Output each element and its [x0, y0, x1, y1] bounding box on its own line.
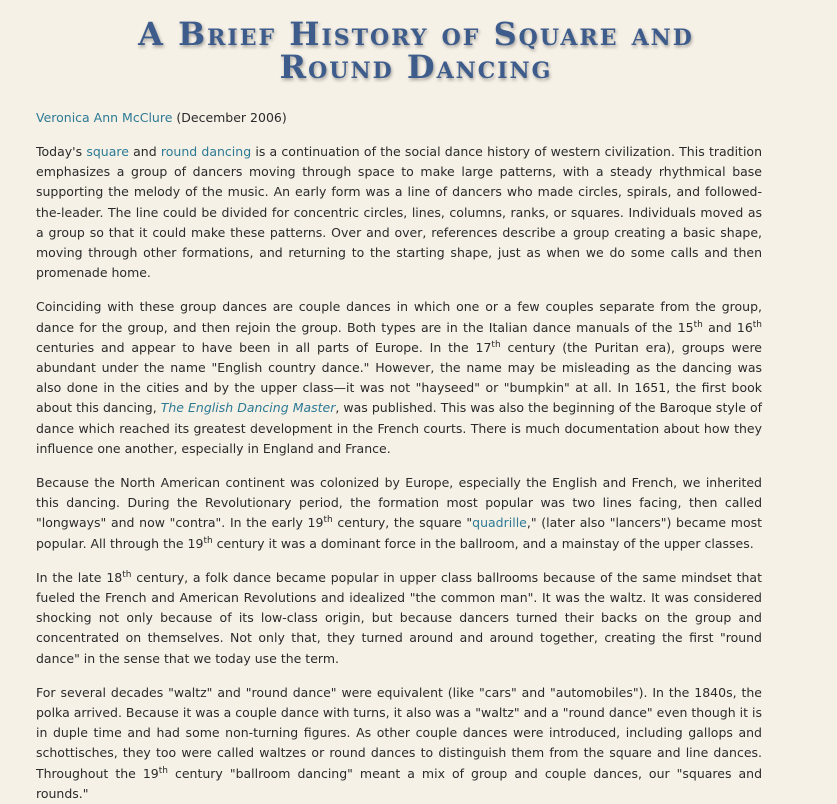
paragraph-5: For several decades "waltz" and "round dance" were equivalent (like "cars" and "automobiles"). In the 1840s, the polka arrived. Because it was a couple dance with turns, it also was a "waltz" and a "round dance" even though it is in duple time and had some non-turning figures. As other couple dances were introduced, including gallops and schottisches, they too were called waltzes or round dances to distinguish them from the square and line dances. Throughout the 19th century "ballroom dancing" meant a mix of group and couple dances, our "squares and rounds.": [36, 684, 762, 801]
paragraph-3: Because the North American continent was colonized by Europe, especially the English and French, we inherited this dancing. During the Revolutionary period, the formation most popular was two lines facing, then called "longways" and now "contra". In the early 19th century, the square "quadrille," (later also "lancers") became most popular. All through the 19th century it was a dominant force in the ballroom, and a mainstay of the upper classes.: [36, 475, 763, 551]
square-link[interactable]: square: [86, 144, 129, 159]
title-line-2: Round Dancing: [279, 48, 553, 86]
paragraph-1: Today's square and round dancing is a continuation of the social dance history of western civilization. This tradition emphasizes a group of dancers moving through space to make large patterns, with a steady rhythmical base supporting the melody of the music. An early form was a line of dancers who made circles, spirals, and followed-the-leader. The line could be divided for concentric circles, lines, columns, ranks, or squares. Individuals moved as a group so that it could make these patterns. Over and over, references describe a group creating a basic shape, moving through other formations, and returning to the starting shape, just as when we do some calls and then promenade home.: [36, 144, 762, 281]
title-line-1: A Brief History of Square and: [138, 15, 694, 53]
paragraph-2: Coinciding with these group dances are couple dances in which one or a few couples separate from the group, dance for the group, and then rejoin the group. Both types are in the Italian dance manuals of the 15th and 16th centuries and appear to have been in all parts of Europe. In the 17th century (the Puritan era), groups were abundant under the name "English country dance." However, the name may be misleading as the dancing was also done in the cities and by the upper class—it was not "hayseed" or "bumpkin" at all. In 1651, the first book about this dancing, The English Dancing Master, was published. This was also the beginning of the Baroque style of dance which reached its greatest development in the French courts. There is much documentation about how they influence one another, especially in England and France.: [36, 299, 763, 456]
english-dancing-master-link[interactable]: The English Dancing Master: [160, 400, 336, 416]
round-dancing-link[interactable]: round dancing: [160, 144, 252, 159]
paragraph-4: In the late 18th century, a folk dance became popular in upper class ballrooms because of the same mindset that fueled the French and American Revolutions and idealized "the common man". It was the waltz. It was considered shocking not only because of its low-class origin, but because dancers turned their backs on the group and concentrated on themselves. Not only that, they turned around and around together, creating the first "round dance" in the sense that we today use the term.: [36, 569, 762, 666]
quadrille-link[interactable]: quadrille: [472, 515, 527, 531]
publish-date: (December 2006): [176, 110, 287, 125]
byline: [36, 108, 837, 128]
page-title: [36, 0, 796, 84]
author-link[interactable]: Veronica Ann McClure: [36, 110, 173, 125]
